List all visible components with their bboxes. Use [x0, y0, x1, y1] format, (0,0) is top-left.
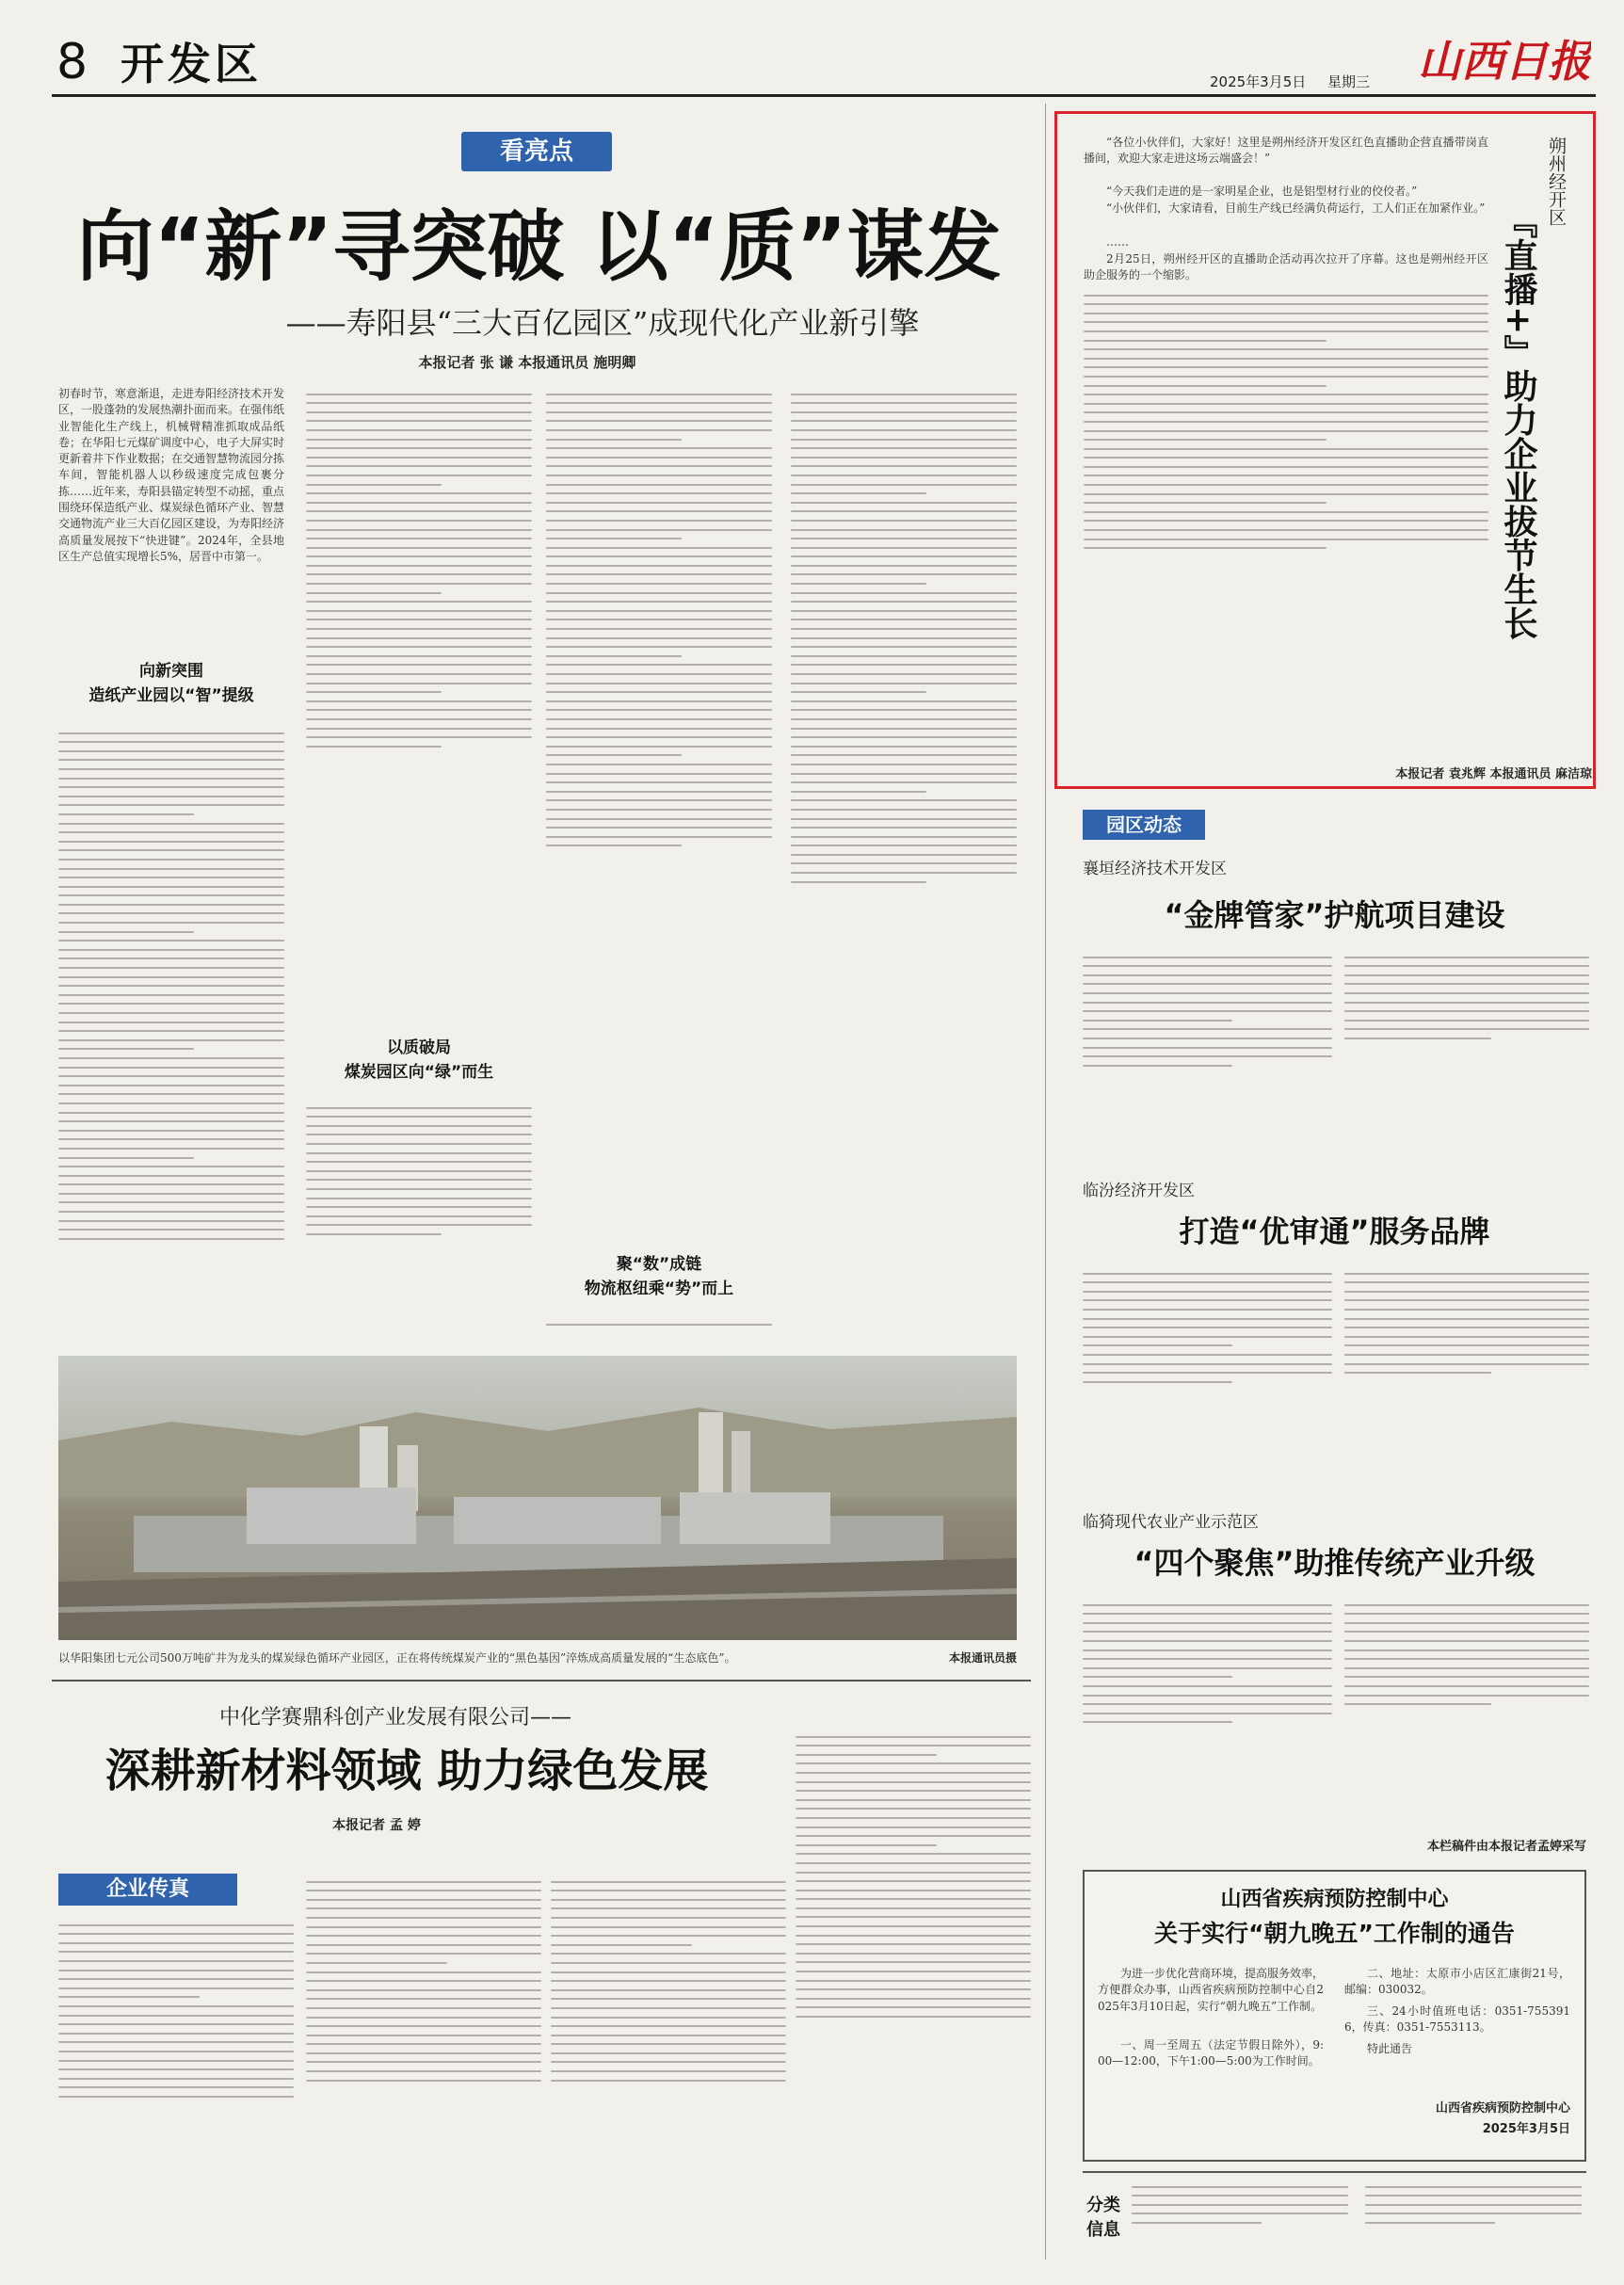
classified-col2	[1365, 2179, 1582, 2263]
park3-credit: 本栏稿件由本报记者孟婷采写	[1426, 1840, 1586, 1854]
notice-title-2: 关于实行“朝九晚五”工作制的通告	[1154, 1920, 1515, 1947]
park2-place: 临汾经济开发区	[1083, 1182, 1195, 1200]
park2-body-left	[1083, 1265, 1332, 1501]
notice-item-2: 二、地址：太原市小店区汇康街21号，邮编：030032。	[1344, 1967, 1570, 1997]
main-headline: 向“新”寻突破 以“质”谋发	[76, 202, 1002, 292]
notice-date: 2025年3月5日	[1482, 2122, 1570, 2136]
company-byline: 本报记者 孟 婷	[332, 1818, 421, 1833]
highlight-tag	[461, 132, 612, 171]
live-para-3: “小伙伴们，大家请看，目前生产线已经满负荷运行，工人们正在加紧作业。”	[1106, 201, 1486, 215]
notice-item-1: 一、周一至周五（法定节假日除外），9:00—12:00，下午1:00—5:00为工作时间。	[1098, 2038, 1324, 2068]
photo-credit: 本报通讯员摄	[948, 1651, 1017, 1665]
park2-headline: 打造“优审通”服务品牌	[1179, 1214, 1490, 1249]
main-subhead-2: 以质破局 煤炭园区向“绿”而生	[344, 1038, 494, 1082]
masthead-date: 2025年3月5日	[1210, 73, 1307, 90]
main-subhead-3: 聚“数”成链 物流枢纽乘“势”而上	[584, 1255, 734, 1298]
company-tag	[58, 1874, 237, 1906]
highlight-tag-label: 看亮点	[499, 137, 573, 166]
company-body-col1	[58, 1917, 294, 2265]
live-para-2: “今天我们走进的是一家明星企业，也是铝型材行业的佼佼者。”	[1106, 185, 1418, 198]
park1-headline: “金牌管家”护航项目建设	[1164, 897, 1505, 933]
notice-end: 特此通告	[1367, 2042, 1413, 2055]
company-body-col2	[306, 1874, 541, 2265]
main-bottom-rule	[52, 1680, 1031, 1682]
live-para-1: “各位小伙伴们，大家好！这里是朔州经济开发区红色直播助企营直播带岗直播间，欢迎大家走进这场云端盛会！”	[1084, 136, 1488, 166]
park-news-tag-label: 园区动态	[1106, 813, 1182, 836]
live-body	[1084, 287, 1488, 758]
photo-illustration	[58, 1356, 1017, 1640]
page-number: 8	[56, 34, 88, 90]
classified-col1	[1132, 2179, 1348, 2263]
masthead	[0, 0, 1624, 94]
company-headline: 深耕新材料领域 助力绿色发展	[105, 1745, 709, 1797]
park3-body-left	[1083, 1597, 1332, 1832]
park2-body-right	[1344, 1265, 1589, 1501]
park1-body-right	[1344, 949, 1589, 1175]
park1-body-left	[1083, 949, 1332, 1175]
masthead-weekday: 星期三	[1327, 73, 1371, 90]
newspaper-logo: 山西日报	[1418, 36, 1591, 87]
notice-title-1: 山西省疾病预防控制中心	[1220, 1888, 1449, 1911]
notice-item-3: 三、24小时值班电话：0351-7553916，传真：0351-7553113。	[1344, 2004, 1570, 2035]
main-body-col4	[791, 386, 1017, 1356]
live-para-4: 2月25日，朔州经开区的直播助企活动再次拉开了序幕。这也是朔州经开区助企服务的一个缩影。	[1084, 252, 1488, 282]
live-headline: 『直播+』助力企业拔节生长	[1499, 204, 1537, 640]
live-ellipsis: ……	[1106, 235, 1129, 249]
masthead-rule	[52, 94, 1596, 97]
company-body-col3	[551, 1874, 786, 2265]
photo-caption: 以华阳集团七元公司500万吨矿井为龙头的煤炭绿色循环产业园区，正在将传统煤炭产业的“黑色基因”淬炼成高质量发展的“生态底色”。	[58, 1651, 736, 1665]
section-title: 开发区	[121, 39, 262, 89]
main-body-col3b	[546, 1316, 772, 1354]
notice-box	[1083, 1870, 1586, 2162]
classified-label-1: 分类	[1086, 2196, 1120, 2215]
main-photo	[58, 1356, 1017, 1640]
column-separator	[1045, 104, 1046, 2260]
notice-lead: 为进一步优化营商环境，提高服务效率，方便群众办事，山西省疾病预防控制中心自2025年3月10日起，实行“朝九晚五”工作制。	[1098, 1967, 1324, 2013]
park3-headline: “四个聚焦”助推传统产业升级	[1134, 1545, 1536, 1581]
live-byline: 本报记者 袁兆辉 本报通讯员 麻洁琼	[1395, 767, 1592, 781]
park3-body-right	[1344, 1597, 1589, 1832]
main-subhead-1: 向新突围 造纸产业园以“智”提级	[88, 662, 254, 705]
live-story-box	[1054, 111, 1596, 789]
park3-place: 临猗现代农业产业示范区	[1083, 1513, 1259, 1532]
main-body-col2	[306, 386, 532, 1007]
notice-signer: 山西省疾病预防控制中心	[1435, 2101, 1570, 2116]
park-news-tag	[1083, 810, 1205, 840]
company-tag-label: 企业传真	[105, 1877, 189, 1901]
classified-label	[1083, 2194, 1124, 2246]
classified-box	[1083, 2171, 1586, 2265]
main-byline: 本报记者 张 谦 本报通讯员 施明卿	[418, 354, 636, 371]
park1-place: 襄垣经济技术开发区	[1083, 860, 1227, 878]
main-body-col3	[546, 386, 772, 1313]
main-subheadline: ——寿阳县“三大百亿园区”成现代化产业新引擎	[285, 305, 920, 341]
live-kicker: 朔州经开区	[1546, 137, 1567, 226]
classified-label-2: 信息	[1086, 2220, 1120, 2240]
company-kicker: 中化学赛鼎科创产业发展有限公司——	[218, 1706, 571, 1730]
company-body-col4	[796, 1729, 1031, 2265]
main-lead: 初春时节，寒意渐退，走进寿阳经济技术开发区，一股蓬勃的发展热潮扑面而来。在强伟纸业智能化生产线上，机械臂精准抓取成品纸卷；在华阳七元煤矿调度中心，电子大屏实时更新着井下作业数据；在交通智慧物流园分拣车间，智能机器人以秒级速度完成包裹分拣……近年来，寿阳县锚定转型不动摇，重点围绕环保造纸产业、煤炭绿色循环产业、智慧交通物流产业三大百亿园区建设，为寿阳经济高质量发展按下“快进键”。2024年，全县地区生产总值实现增长5%，居晋中市第一。	[58, 387, 284, 563]
